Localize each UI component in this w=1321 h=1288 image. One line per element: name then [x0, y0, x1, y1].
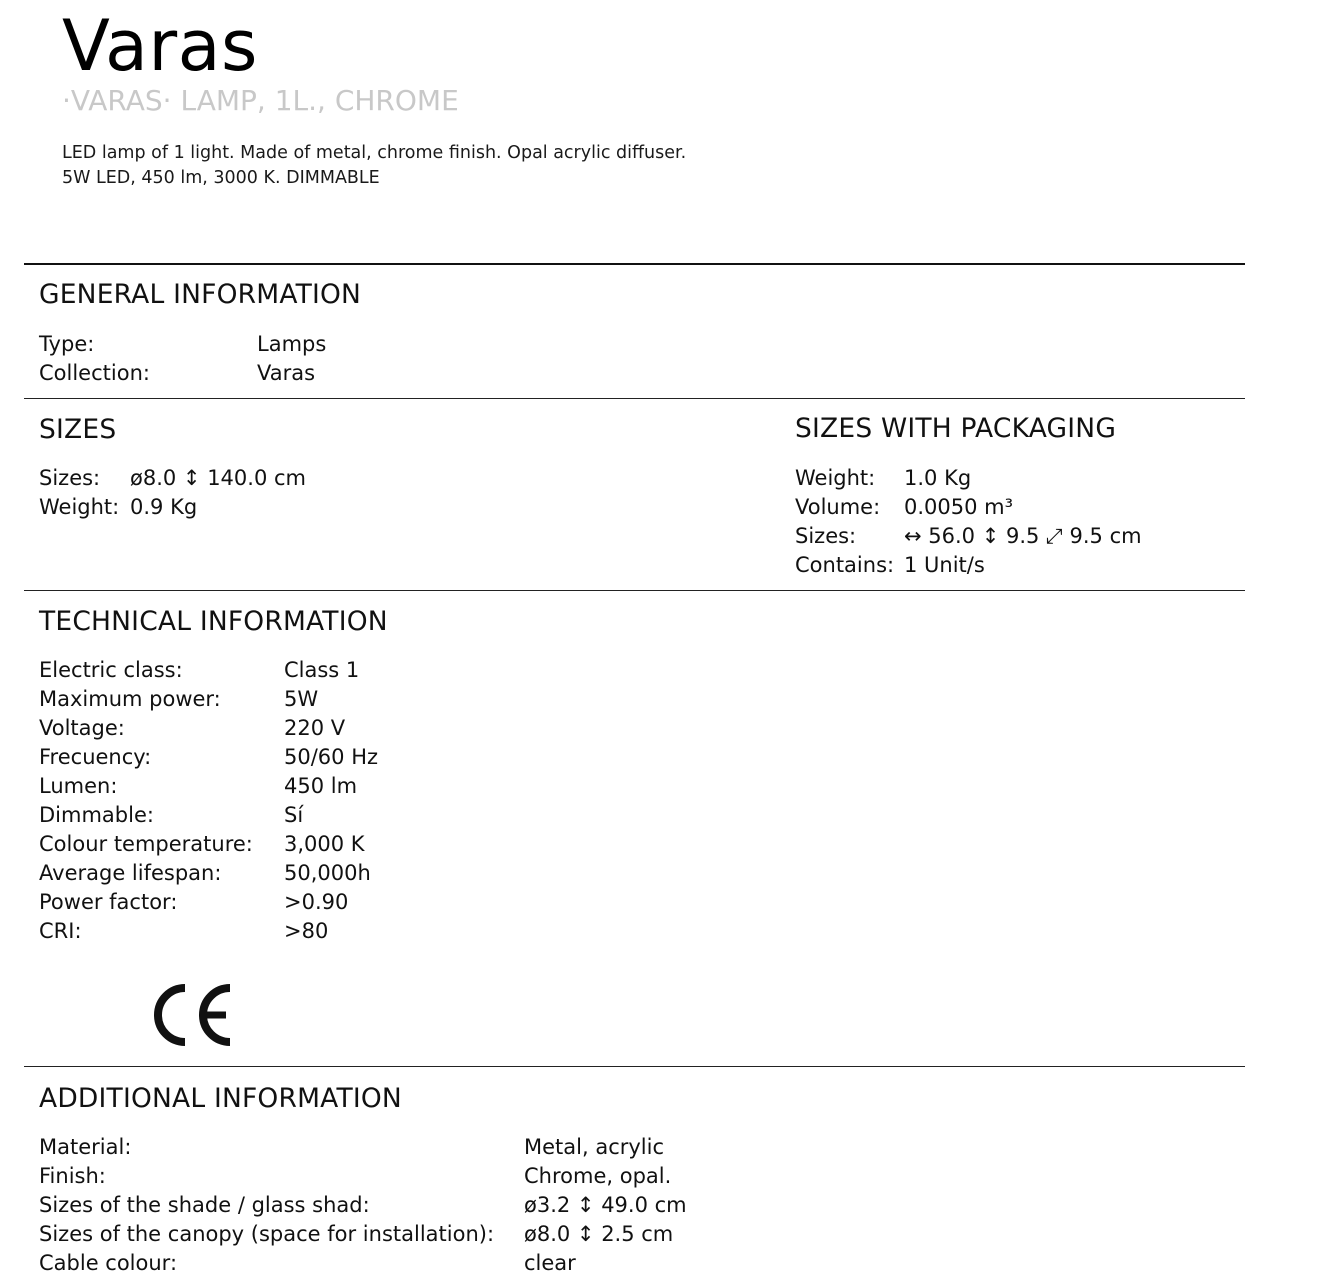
row-label: Type:	[39, 332, 95, 356]
row-value: ø8.0 ↕ 140.0 cm	[130, 466, 306, 490]
row-label: Weight:	[795, 466, 876, 490]
row-label: Finish:	[39, 1164, 106, 1188]
row-label: Electric class:	[39, 658, 183, 682]
row-value: ↔ 56.0 ↕ 9.5 ⤢ 9.5 cm	[904, 524, 1142, 548]
row-label: Frecuency:	[39, 745, 152, 769]
row-label: Colour temperature:	[39, 832, 253, 856]
row-label: Weight:	[39, 495, 120, 519]
row-label: Average lifespan:	[39, 861, 222, 885]
row-value: Lamps	[257, 332, 327, 356]
sizes-heading: SIZES	[39, 414, 117, 445]
description-line: 5W LED, 450 lm, 3000 K. DIMMABLE	[62, 168, 380, 188]
packaging-heading: SIZES WITH PACKAGING	[795, 413, 1117, 444]
row-value: 50/60 Hz	[284, 745, 379, 769]
row-label: Contains:	[795, 553, 895, 577]
row-label: Collection:	[39, 361, 150, 385]
row-value: >0.90	[284, 890, 349, 914]
row-value: >80	[284, 919, 329, 943]
section-divider	[24, 590, 1245, 591]
additional-information-heading: ADDITIONAL INFORMATION	[39, 1083, 402, 1114]
row-value: ø3.2 ↕ 49.0 cm	[524, 1193, 687, 1217]
row-value: Chrome, opal.	[524, 1164, 672, 1188]
row-label: Sizes:	[39, 466, 101, 490]
row-value: 1.0 Kg	[904, 466, 972, 490]
row-label: Dimmable:	[39, 803, 154, 827]
row-value: 5W	[284, 687, 319, 711]
row-value: 450 lm	[284, 774, 358, 798]
general-information-heading: GENERAL INFORMATION	[39, 279, 362, 310]
row-value: clear	[524, 1251, 576, 1275]
row-label: Voltage:	[39, 716, 125, 740]
row-label: Cable colour:	[39, 1251, 178, 1275]
technical-information-heading: TECHNICAL INFORMATION	[39, 606, 388, 637]
row-value: Sí	[284, 803, 304, 827]
description-line: LED lamp of 1 light. Made of metal, chrome finish. Opal acrylic diffuser.	[62, 143, 687, 163]
section-divider	[24, 398, 1245, 399]
row-label: CRI:	[39, 919, 82, 943]
row-label: Maximum power:	[39, 687, 221, 711]
row-label: Lumen:	[39, 774, 118, 798]
section-divider	[24, 1066, 1245, 1067]
row-value: Metal, acrylic	[524, 1135, 665, 1159]
row-label: Sizes of the canopy (space for installation):	[39, 1222, 495, 1246]
product-title: Varas	[62, 5, 258, 87]
row-value: 3,000 K	[284, 832, 365, 856]
row-label: Sizes of the shade / glass shad:	[39, 1193, 370, 1217]
product-subtitle: ·VARAS· LAMP, 1L., CHROME	[62, 84, 459, 117]
row-value: Varas	[257, 361, 316, 385]
row-value: 0.0050 m³	[904, 495, 1014, 519]
ce-mark-icon	[150, 982, 236, 1048]
row-value: 220 V	[284, 716, 346, 740]
row-value: 1 Unit/s	[904, 553, 985, 577]
section-divider	[24, 263, 1245, 265]
product-description	[62, 141, 686, 191]
row-value: 0.9 Kg	[130, 495, 198, 519]
row-value: ø8.0 ↕ 2.5 cm	[524, 1222, 674, 1246]
row-value: 50,000h	[284, 861, 371, 885]
row-value: Class 1	[284, 658, 360, 682]
row-label: Power factor:	[39, 890, 178, 914]
row-label: Material:	[39, 1135, 132, 1159]
row-label: Sizes:	[795, 524, 857, 548]
row-label: Volume:	[795, 495, 881, 519]
